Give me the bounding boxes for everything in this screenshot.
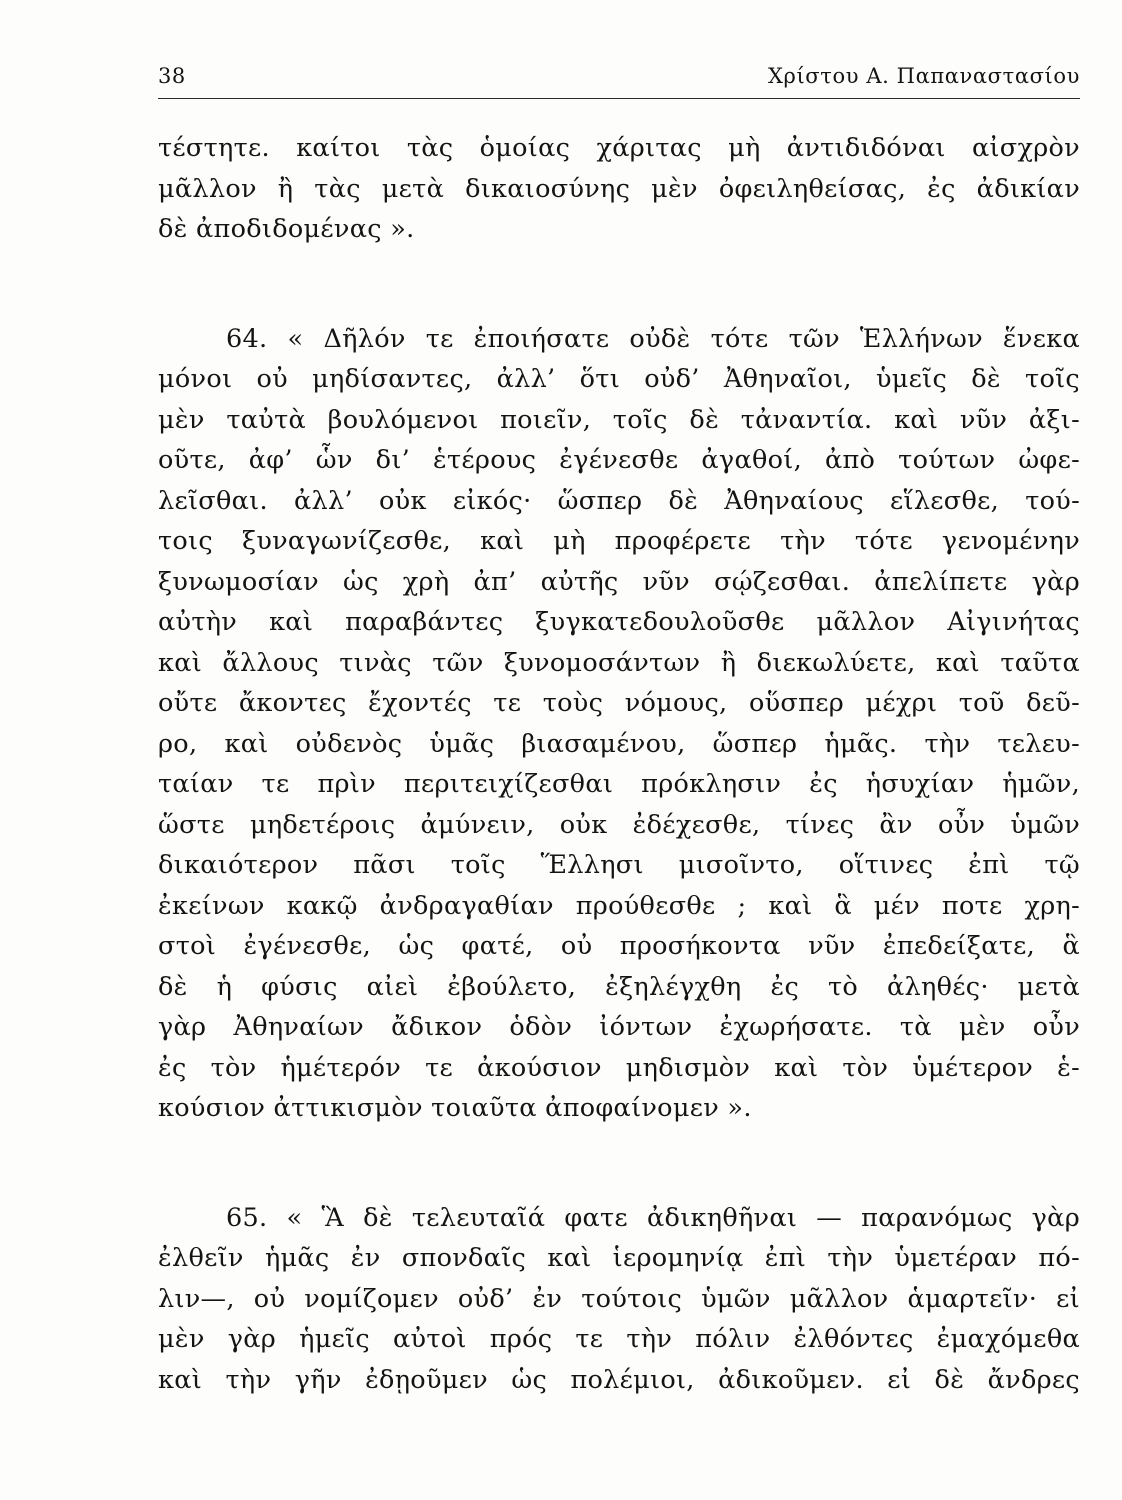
text-line: γὰρ Ἀθηναίων ἄδικον ὁδὸν ἰόντων ἐχωρήσατε. τὰ μὲν οὖν xyxy=(158,1012,1080,1042)
text-line: λεῖσθαι. ἀλλ’ οὐκ εἰκός· ὥσπερ δὲ Ἀθηναίους εἵλεσθε, τού- xyxy=(158,485,1080,516)
text-line: λιν—, οὐ νομίζομεν οὐδ’ ἐν τούτοις ὑμῶν μᾶλλον ἁμαρτεῖν· εἰ xyxy=(158,1283,1080,1314)
text-line: ἐκείνων κακῷ ἀνδραγαθίαν προύθεσθε ; καὶ ἃ μέν ποτε χρη- xyxy=(158,890,1080,921)
text-line: τέστητε. καίτοι τὰς ὁμοίας χάριτας μὴ ἀντιδιδόναι αἰσχρὸν xyxy=(158,133,1080,163)
running-head: Χρίστου Α. Παπαναστασίου xyxy=(767,64,1080,88)
text-line: οῦτε, ἀφ’ ὧν δι’ ἑτέρους ἐγένεσθε ἀγαθοί, ἀπὸ τούτων ὠφε- xyxy=(158,445,1080,475)
text-line: ρο, καὶ οὐδενὸς ὑμᾶς βιασαμένου, ὥσπερ ἡμᾶς. τὴν τελευ- xyxy=(158,728,1080,759)
text-line: μᾶλλον ἢ τὰς μετὰ δικαιοσύνης μὲν ὀφειληθείσας, ἐς ἀδικίαν xyxy=(158,173,1080,204)
body-text xyxy=(158,128,1080,1400)
text-line: τοις ξυναγωνίζεσθε, καὶ μὴ προφέρετε τὴν τότε γενομένην xyxy=(158,526,1080,556)
text-line: 64. « Δῆλόν τε ἐποιήσατε οὐδὲ τότε τῶν Ἑλλήνων ἕνεκα xyxy=(226,323,1080,354)
text-line: ταίαν τε πρὶν περιτειχίζεσθαι πρόκλησιν ἐς ἡσυχίαν ἡμῶν, xyxy=(158,769,1080,799)
text-line: ξυνωμοσίαν ὡς χρὴ ἀπ’ αὐτῆς νῦν σῴζεσθαι. ἀπελίπετε γὰρ xyxy=(158,566,1080,597)
text-line: δὲ ἀποδιδομένας ». xyxy=(158,214,415,244)
text-line: μὲν ταὐτὰ βουλόμενοι ποιεῖν, τοῖς δὲ τἀναντία. καὶ νῦν ἀξι- xyxy=(158,404,1080,435)
text-line: καὶ τὴν γῆν ἐδῃοῦμεν ὡς πολέμιοι, ἀδικοῦμεν. εἰ δὲ ἄνδρες xyxy=(158,1364,1080,1395)
text-line: μὲν γὰρ ἡμεῖς αὐτοὶ πρός τε τὴν πόλιν ἐλθόντες ἐμαχόμεθα xyxy=(158,1324,1080,1354)
page-number: 38 xyxy=(158,64,186,88)
page-header xyxy=(158,62,1080,96)
text-line: στοὶ ἐγένεσθε, ὡς φατέ, οὐ προσήκοντα νῦν ἐπεδείξατε, ἃ xyxy=(158,931,1080,961)
text-line: δὲ ἡ φύσις αἰεὶ ἐβούλετο, ἐξηλέγχθη ἐς τὸ ἀληθές· μετὰ xyxy=(158,971,1080,1002)
text-line: οὔτε ἄκοντες ἔχοντές τε τοὺς νόμους, οὕσπερ μέχρι τοῦ δεῦ- xyxy=(158,688,1080,718)
text-line: ἐς τὸν ἡμέτερόν τε ἀκούσιον μηδισμὸν καὶ τὸν ὑμέτερον ἑ- xyxy=(158,1052,1080,1083)
text-line: ἐλθεῖν ἡμᾶς ἐν σπονδαῖς καὶ ἱερομηνίᾳ ἐπὶ τὴν ὑμετέραν πό- xyxy=(158,1243,1080,1273)
text-line: κούσιον ἀττικισμὸν τοιαῦτα ἀποφαίνομεν ». xyxy=(158,1093,752,1123)
text-line: δικαιότερον πᾶσι τοῖς Ἕλλησι μισοῖντο, οἵτινες ἐπὶ τῷ xyxy=(158,850,1080,880)
paragraph-gap xyxy=(158,1129,1080,1198)
paragraph-64 xyxy=(158,319,1080,1129)
paragraph-65 xyxy=(158,1198,1080,1401)
paragraph-continuation xyxy=(158,128,1080,250)
paragraph-gap xyxy=(158,250,1080,319)
text-line: 65. « Ἃ δὲ τελευταῖά φατε ἀδικηθῆναι — παρανόμως γὰρ xyxy=(226,1202,1080,1233)
text-line: ὥστε μηδετέροις ἀμύνειν, οὐκ ἐδέχεσθε, τίνες ἂν οὖν ὑμῶν xyxy=(158,809,1080,840)
header-rule xyxy=(158,98,1080,99)
text-line: καὶ ἄλλους τινὰς τῶν ξυνομοσάντων ἢ διεκωλύετε, καὶ ταῦτα xyxy=(158,647,1080,678)
text-line: μόνοι οὐ μηδίσαντες, ἀλλ’ ὅτι οὐδ’ Ἀθηναῖοι, ὑμεῖς δὲ τοῖς xyxy=(158,364,1080,394)
text-line: αὐτὴν καὶ παραβάντες ξυγκατεδουλοῦσθε μᾶλλον Αἰγινήτας xyxy=(158,607,1080,637)
